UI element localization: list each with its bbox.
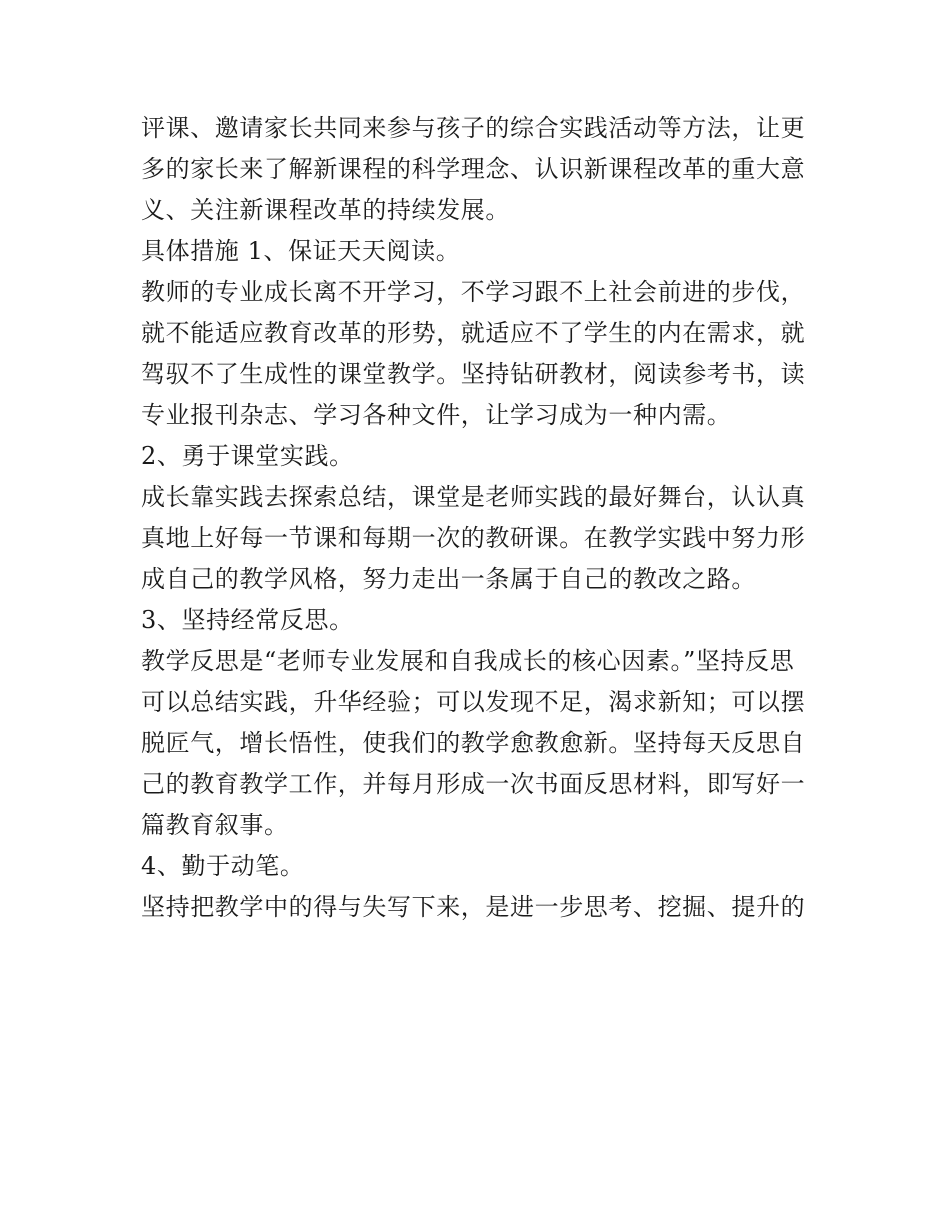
text-line: 评课、邀请家长共同来参与孩子的综合实践活动等方法，让更 [141,114,806,142]
text-line: 成长靠实践去探索总结，课堂是老师实践的最好舞台，认认真 [141,483,806,511]
text-line: 教师的专业成长离不开学习，不学习跟不上社会前进的步伐， [141,278,806,306]
text-line: 成自己的教学风格，努力走出一条属于自己的教改之路。 [141,565,756,593]
text-line: 教学反思是“老师专业发展和自我成长的核心因素。”坚持反思 [141,647,795,675]
text-line: 多的家长来了解新课程的科学理念、认识新课程改革的重大意 [141,155,806,183]
text-line: 真地上好每一节课和每期一次的教研课。在教学实践中努力形 [141,524,806,552]
text-line: 坚持把教学中的得与失写下来，是进一步思考、挖掘、提升的 [141,893,806,921]
section-heading: 2、勇于课堂实践。 [141,442,354,470]
document-body [141,108,821,928]
section-heading: 具体措施 1、保证天天阅读。 [141,237,461,265]
section-heading: 3、坚持经常反思。 [141,606,354,634]
text-line: 驾驭不了生成性的课堂教学。坚持钻研教材，阅读参考书，读 [141,360,806,388]
text-line: 篇教育叙事。 [141,811,289,839]
text-line: 可以总结实践，升华经验；可以发现不足，渴求新知；可以摆 [141,688,806,716]
text-line: 脱匠气，增长悟性，使我们的教学愈教愈新。坚持每天反思自 [141,729,806,757]
text-line: 义、关注新课程改革的持续发展。 [141,196,510,224]
text-line: 就不能适应教育改革的形势，就适应不了学生的内在需求，就 [141,319,806,347]
section-heading: 4、勤于动笔。 [141,852,305,880]
text-line: 己的教育教学工作，并每月形成一次书面反思材料，即写好一 [141,770,806,798]
text-line: 专业报刊杂志、学习各种文件，让学习成为一种内需。 [141,401,732,429]
